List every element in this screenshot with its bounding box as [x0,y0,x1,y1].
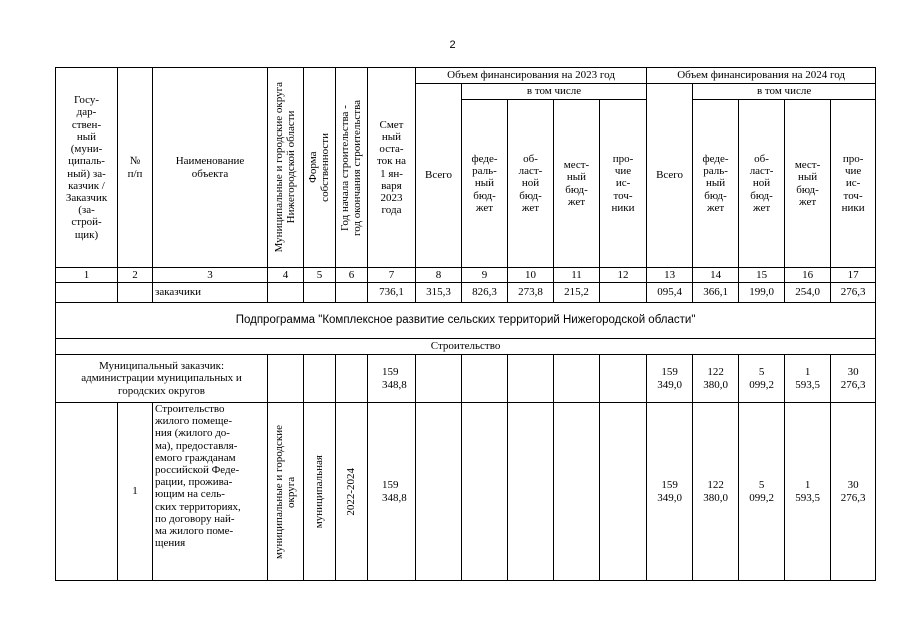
header-regional-2024: об- ласт- ной бюд- жет [739,100,785,268]
header-including-2023: в том числе [462,84,647,100]
header-including-2024: в том числе [693,84,876,100]
object-customer-cell [56,403,118,581]
summary-cell [118,283,153,303]
header-regional-2023: об- ласт- ной бюд- жет [508,100,554,268]
col-number: 15 [739,268,785,283]
summary-value [600,283,647,303]
summary-value: 095,4 [647,283,693,303]
header-fin-2024: Объем финансирования на 2024 год [647,68,876,84]
object-cell [600,403,647,581]
financing-table [55,67,876,581]
summary-cell [268,283,304,303]
object-other-2024: 30 276,3 [831,403,876,581]
summary-value: 199,0 [739,283,785,303]
col-number: 17 [831,268,876,283]
header-years-text: Год начала строительства - год окончания строительства [339,99,364,236]
summary-value: 826,3 [462,283,508,303]
header-total-2024: Всего [647,84,693,268]
col-number: 8 [416,268,462,283]
summary-cell [56,283,118,303]
header-local-2023: мест- ный бюд- жет [554,100,600,268]
col-number: 16 [785,268,831,283]
customer-total-2023 [416,355,462,403]
header-ownership-text: Форма собственности [307,133,332,202]
object-cell [462,403,508,581]
summary-name: заказчики [153,283,268,303]
object-estimated-balance: 159 348,8 [368,403,416,581]
object-years-text: 2022-2024 [345,467,358,516]
col-number: 2 [118,268,153,283]
summary-value: 315,3 [416,283,462,303]
object-local-2024: 1 593,5 [785,403,831,581]
customer-cell [554,355,600,403]
summary-cell [336,283,368,303]
summary-value: 215,2 [554,283,600,303]
summary-value: 366,1 [693,283,739,303]
col-number: 9 [462,268,508,283]
col-number: 6 [336,268,368,283]
col-number: 11 [554,268,600,283]
object-district-text: муниципальные и городские округа [273,424,298,559]
customer-total-2024: 159 349,0 [647,355,693,403]
summary-value: 254,0 [785,283,831,303]
customer-cell [462,355,508,403]
header-num: № п/п [118,68,153,268]
col-number: 13 [647,268,693,283]
header-fin-2023: Объем финансирования на 2023 год [416,68,647,84]
col-number: 12 [600,268,647,283]
col-number: 14 [693,268,739,283]
header-other-2023: про- чие ис- точ- ники [600,100,647,268]
col-number: 1 [56,268,118,283]
header-local-2024: мест- ный бюд- жет [785,100,831,268]
header-object-name: Наименование объекта [153,68,268,268]
object-federal-2024: 122 380,0 [693,403,739,581]
customer-name: Муниципальный заказчик: администрации муниципальных и городских округов [56,355,268,403]
header-federal-2023: феде- раль- ный бюд- жет [462,100,508,268]
customer-estimated-balance: 159 348,8 [368,355,416,403]
object-name: Строительство жилого помеще- ния (жилого до- ма), предоставля- емого гражданам российской Феде- рации, прожива- ющим на сель- ских территориях, по договору най- ма жилого поме- щения [153,403,268,581]
header-customer: Госу- дар- ствен- ный (муни- ципаль- ный) за- казчик / Заказчик (за- строй- щик) [56,68,118,268]
customer-cell [336,355,368,403]
customer-cell [268,355,304,403]
header-ownership [304,68,336,268]
customer-other-2024: 30 276,3 [831,355,876,403]
customer-cell [600,355,647,403]
object-years [336,403,368,581]
header-years [336,68,368,268]
header-other-2024: про- чие ис- точ- ники [831,100,876,268]
customer-regional-2024: 5 099,2 [739,355,785,403]
col-number: 10 [508,268,554,283]
object-regional-2024: 5 099,2 [739,403,785,581]
header-federal-2024: феде- раль- ный бюд- жет [693,100,739,268]
summary-value: 736,1 [368,283,416,303]
object-district [268,403,304,581]
col-number: 7 [368,268,416,283]
object-cell [554,403,600,581]
subprogram-title: Подпрограмма "Комплексное развитие сельских территорий Нижегородской области" [56,303,876,339]
customer-local-2024: 1 593,5 [785,355,831,403]
header-total-2023: Всего [416,84,462,268]
object-cell [416,403,462,581]
customer-cell [508,355,554,403]
header-municipal-district-text: Муниципальные и городские округа Нижегородской области [273,82,298,253]
col-number: 5 [304,268,336,283]
customer-federal-2024: 122 380,0 [693,355,739,403]
object-ownership-text: муниципальная [313,454,326,529]
customer-cell [304,355,336,403]
summary-value: 273,8 [508,283,554,303]
header-municipal-district [268,68,304,268]
object-cell [508,403,554,581]
object-ownership [304,403,336,581]
col-number: 4 [268,268,304,283]
summary-value: 276,3 [831,283,876,303]
page-number: 2 [449,39,456,51]
col-number: 3 [153,268,268,283]
section-title: Строительство [56,339,876,355]
header-estimated-balance: Смет ный оста- ток на 1 ян- варя 2023 года [368,68,416,268]
summary-cell [304,283,336,303]
object-total-2024: 159 349,0 [647,403,693,581]
object-num: 1 [118,403,153,581]
